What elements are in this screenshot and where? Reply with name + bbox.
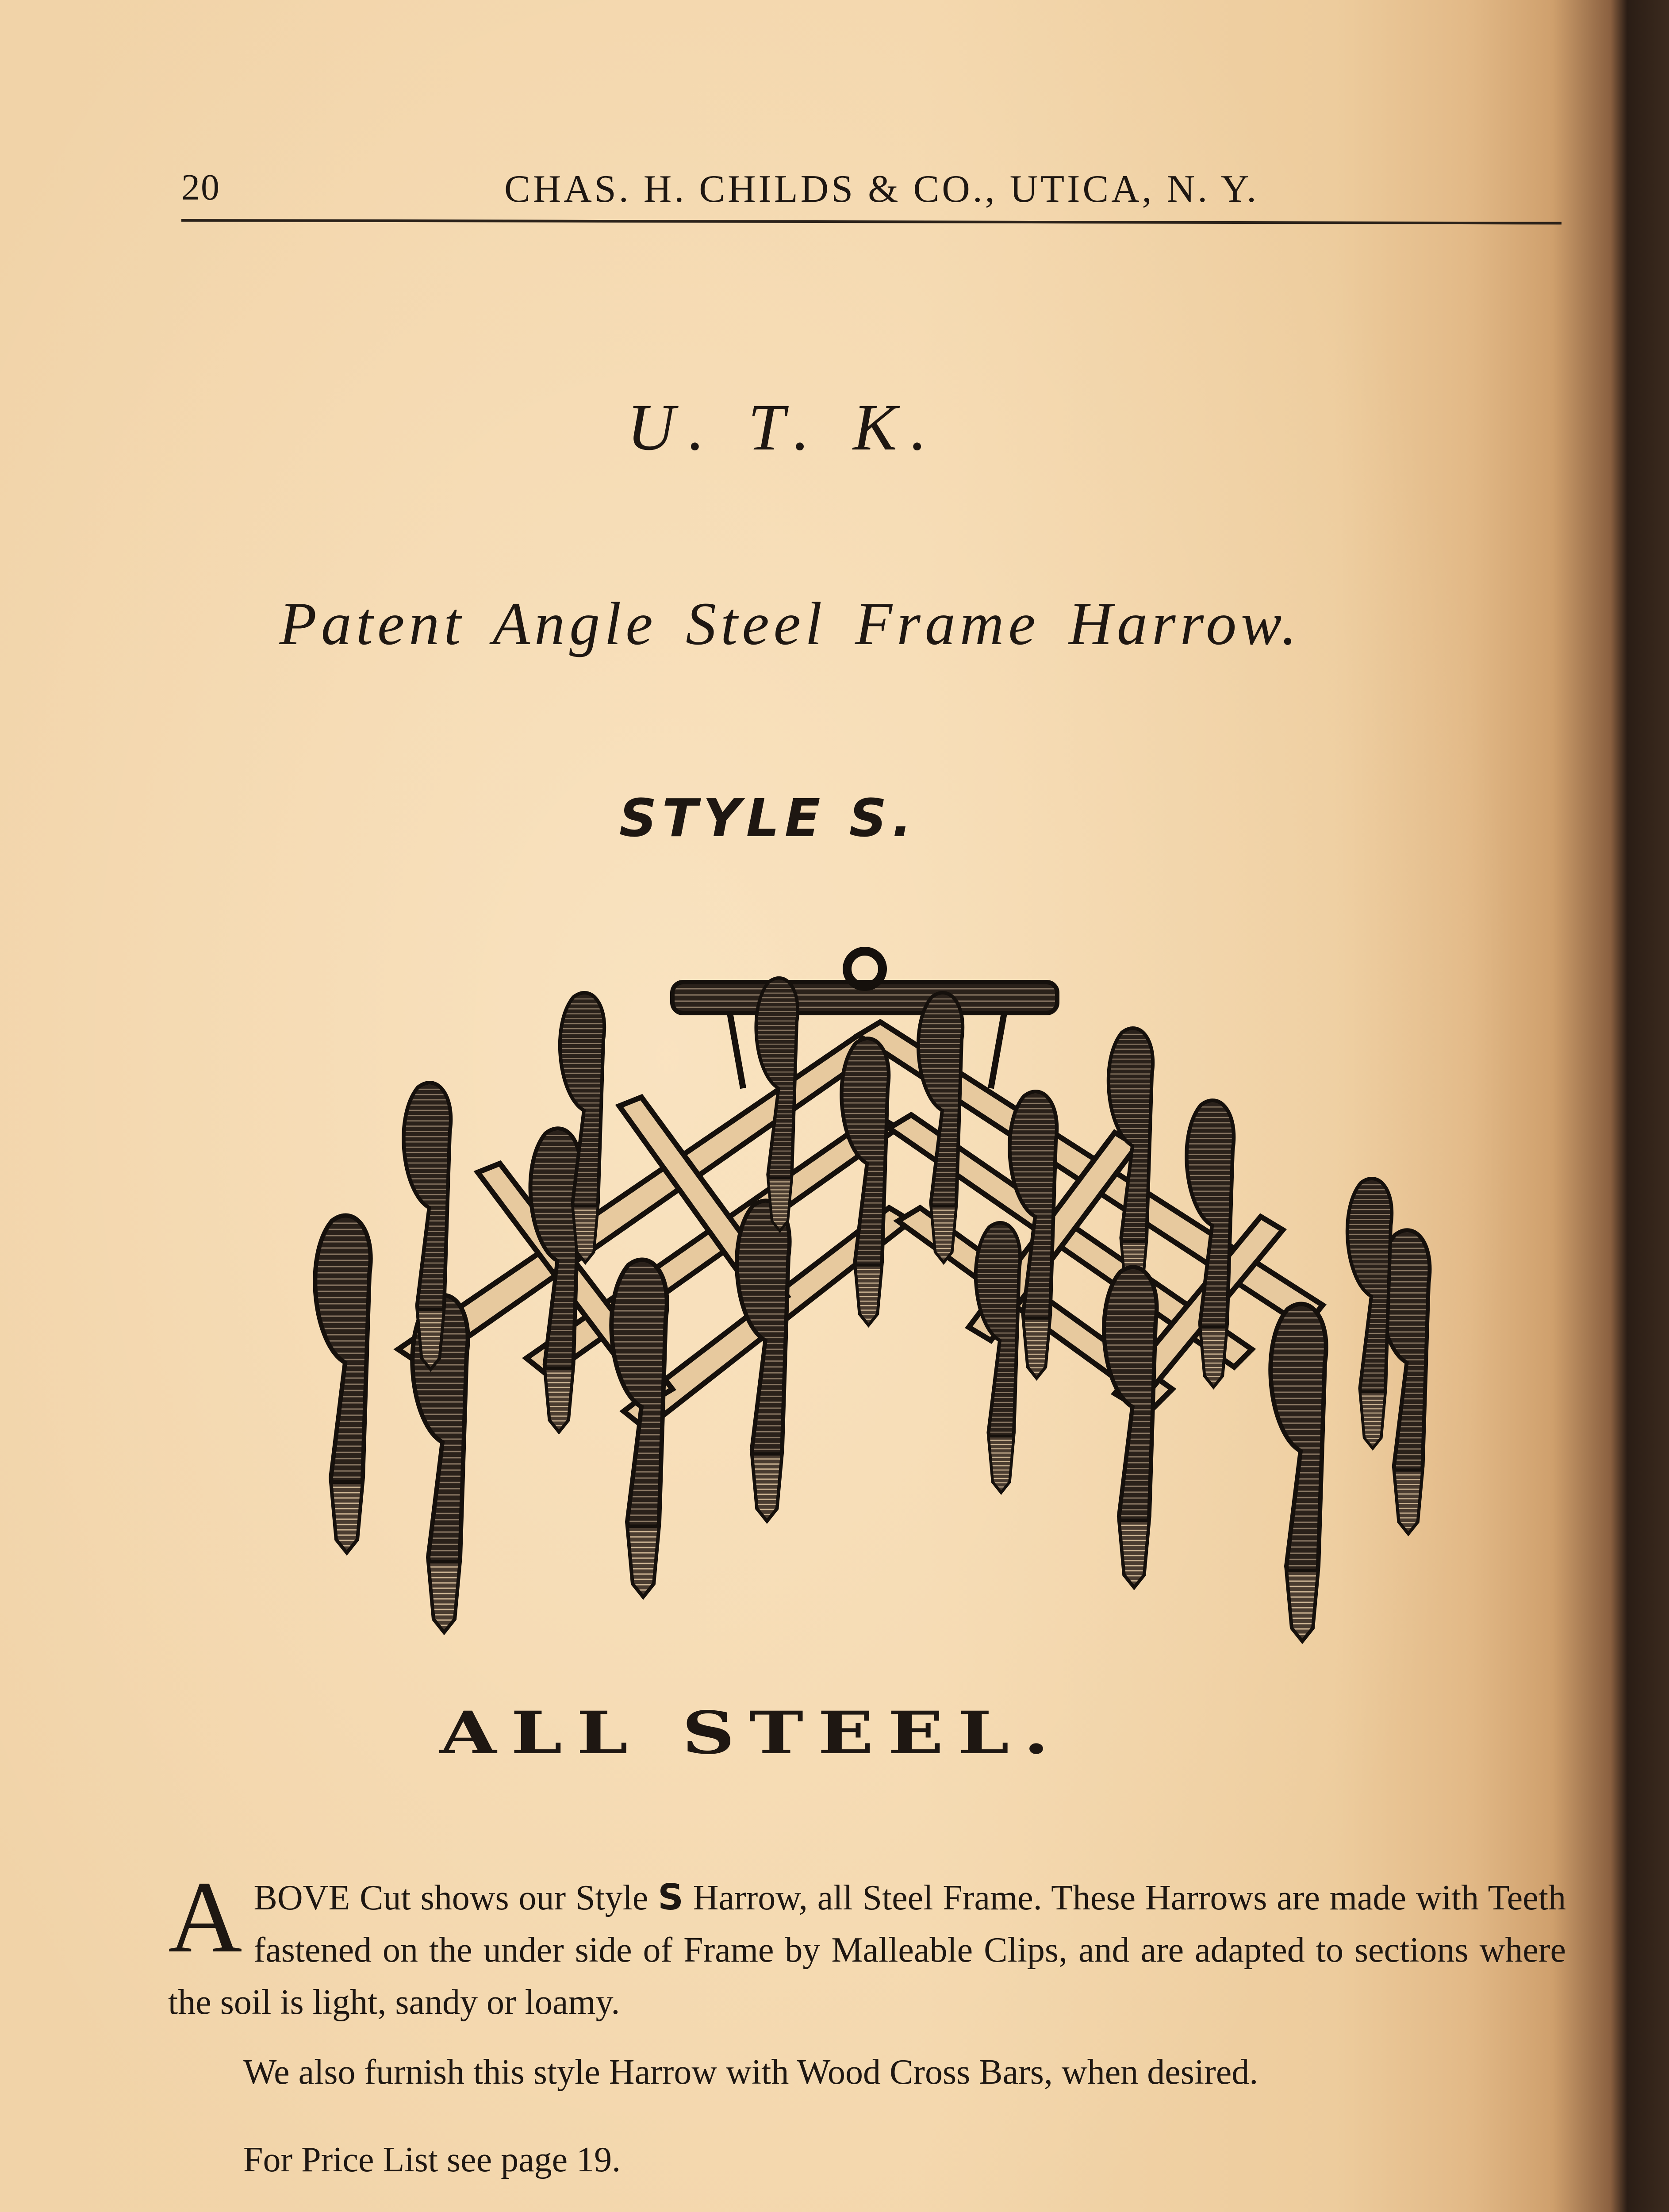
page-number: 20 <box>181 167 220 208</box>
style-letter: S <box>658 1877 683 1918</box>
description-paragraph-2: We also furnish this style Harrow with Wood Cross Bars, when desired. <box>243 2053 1258 2092</box>
description-paragraph-3: For Price List see page 19. <box>243 2140 621 2179</box>
description-paragraph-1 <box>168 1860 1566 2028</box>
paragraph-1-text-b: Harrow, all Steel Frame. These Harrows are made with Teeth fastened on the under side of Frame by Malleable Clips, and are adapted to sections where the soil is light, sandy or loamy. <box>168 1878 1566 2022</box>
description <box>168 1860 1566 2212</box>
all-steel-caption: ALL STEEL. <box>440 1699 1063 1767</box>
style-label: STYLE S. <box>619 787 917 849</box>
product-title: U. T. K. <box>627 391 940 464</box>
running-title: CHAS. H. CHILDS & CO., UTICA, N. Y. <box>504 168 1259 211</box>
paragraph-1-text-a: BOVE Cut shows our Style <box>253 1878 658 1917</box>
running-head <box>181 157 1562 237</box>
drop-cap: A <box>168 1860 242 1974</box>
spring-tooth-harrow-icon <box>310 942 1477 1703</box>
product-subtitle: Patent Angle Steel Frame Harrow. <box>279 590 1301 657</box>
